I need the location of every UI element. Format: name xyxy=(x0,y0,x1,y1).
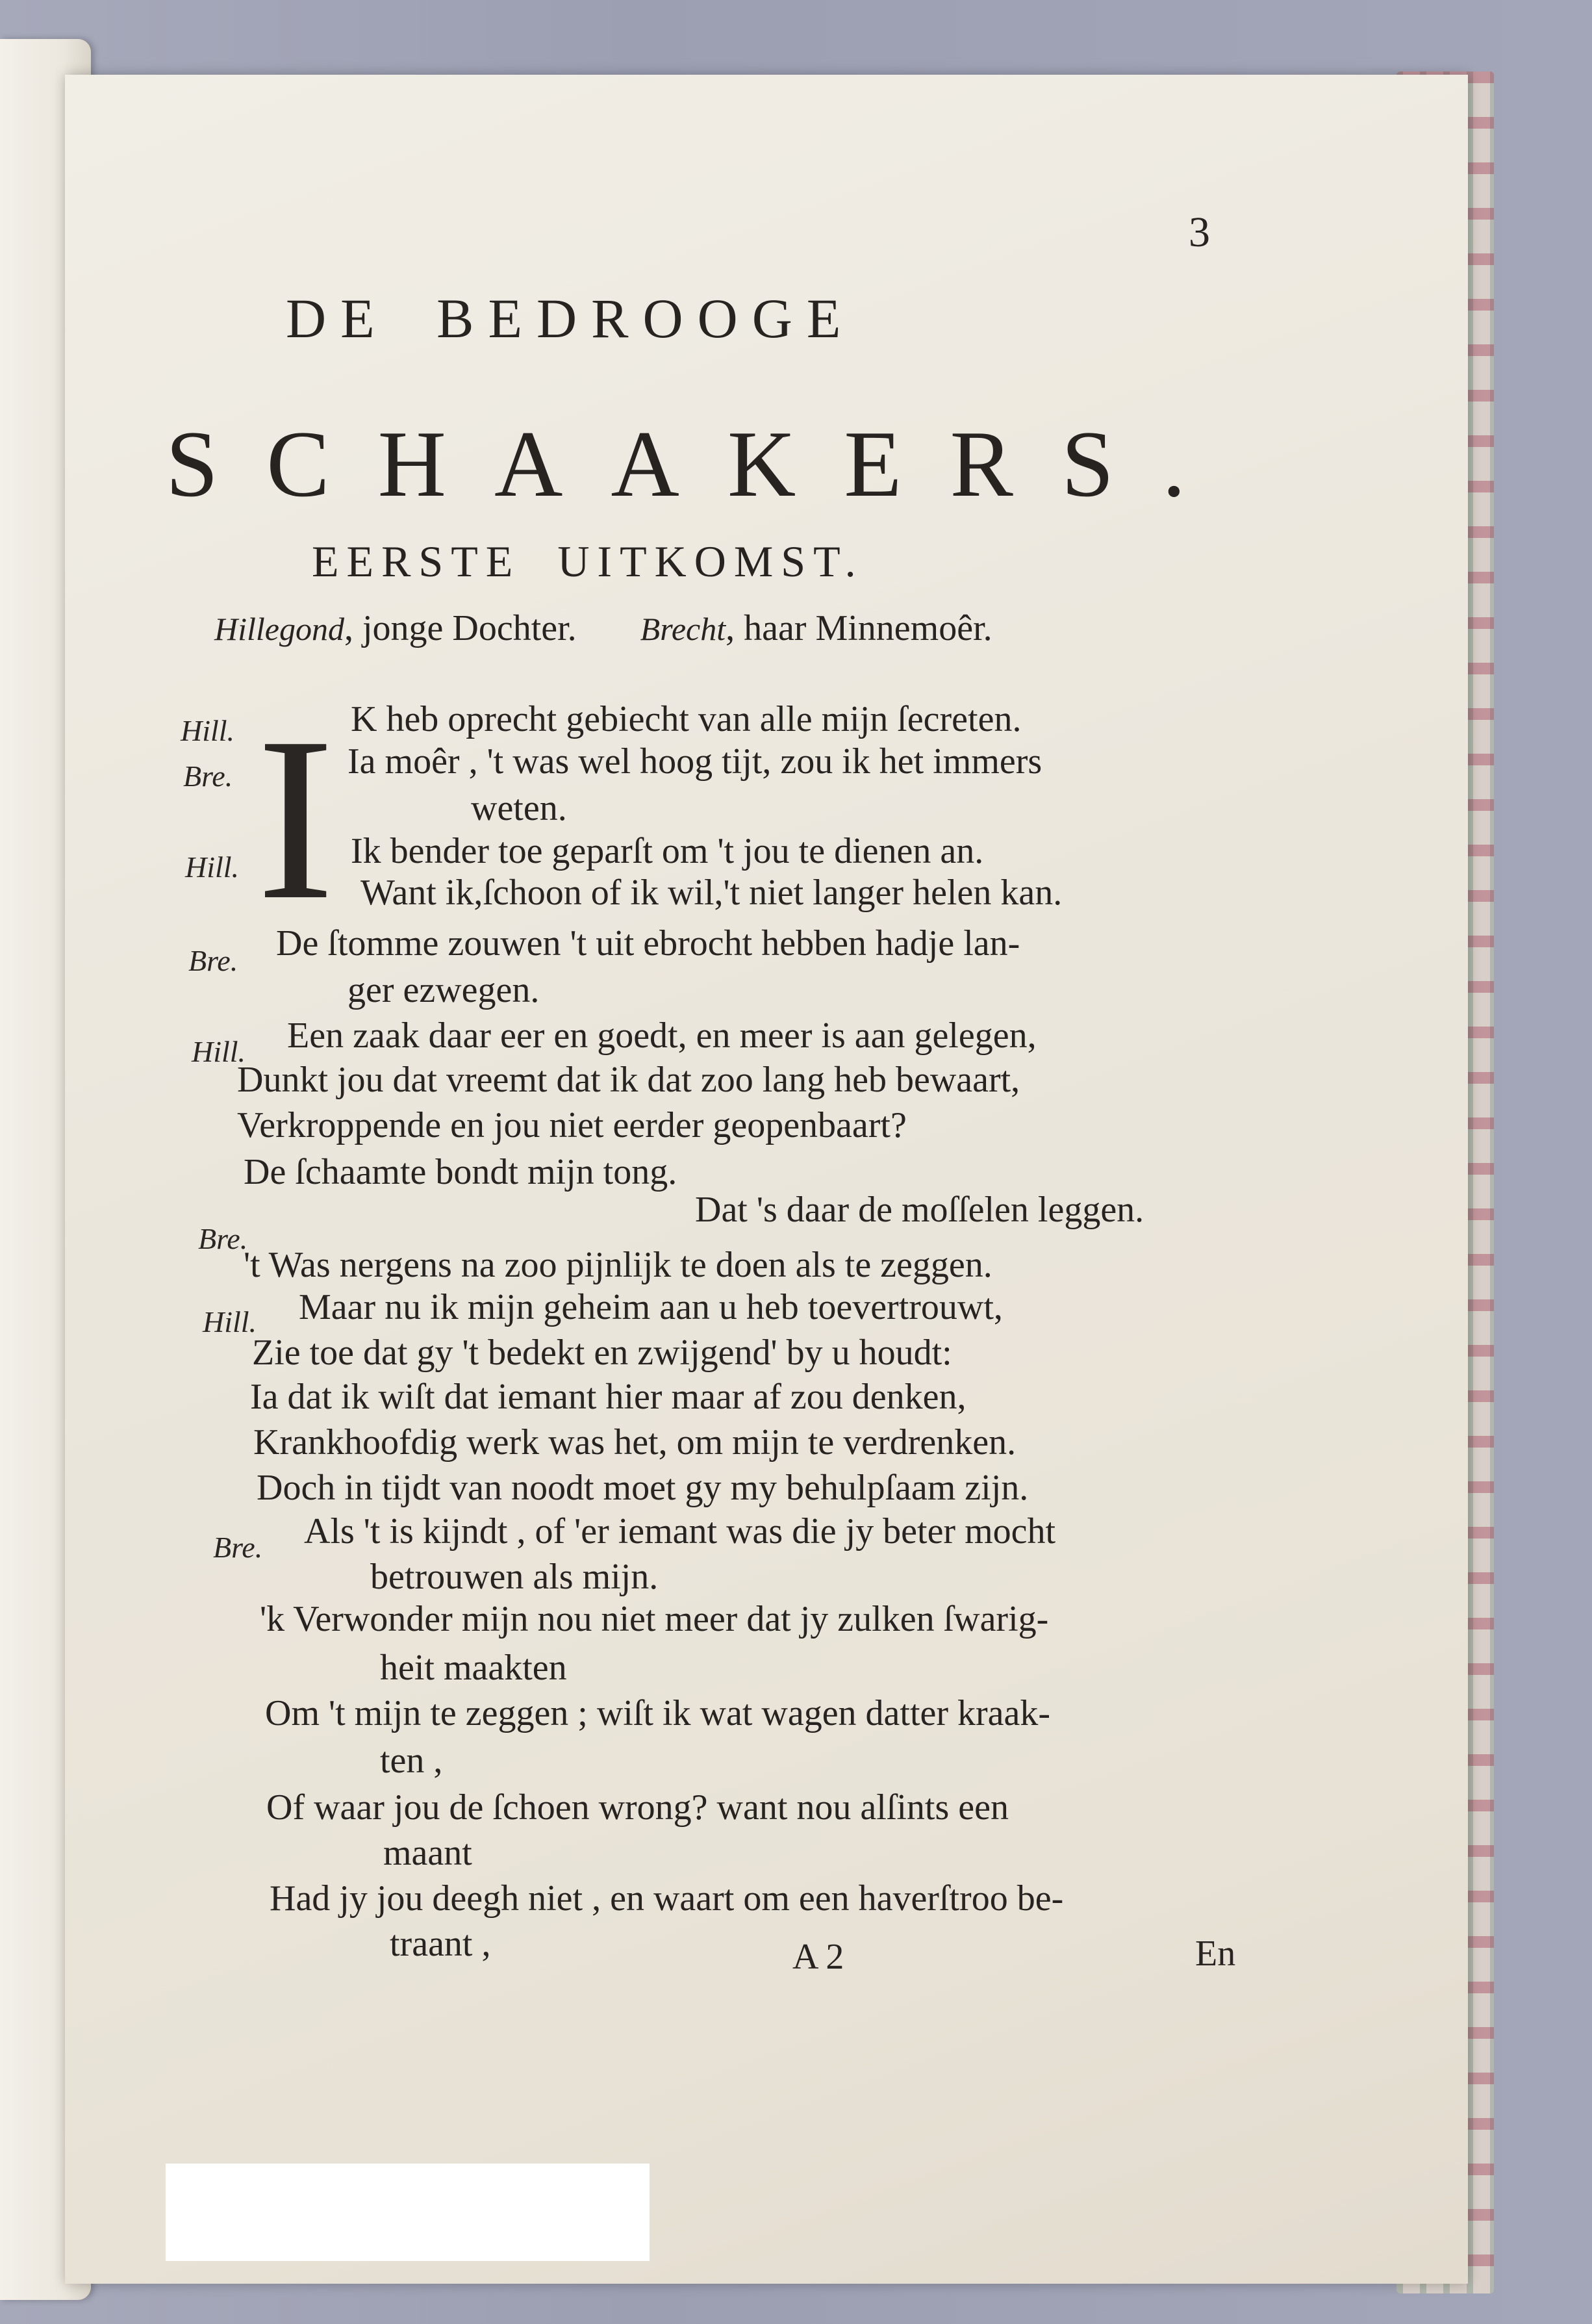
verse-line: 't Was nergens na zoo pijnlijk te doen als te zeggen. xyxy=(244,1245,992,1285)
speaker-label: Bre. xyxy=(198,1222,248,1255)
verse-line: Had jy jou deegh niet , en waart om een haverſtroo be- xyxy=(270,1878,1064,1919)
verse-line: Om 't mijn te zeggen ; wiſt ik wat wagen datter kraak- xyxy=(265,1693,1051,1733)
drop-initial: I xyxy=(257,689,335,948)
verse-line: betrouwen als mijn. xyxy=(370,1557,659,1597)
verse-line: Maar nu ik mijn geheim aan u heb toevertrouwt, xyxy=(299,1287,1003,1327)
verse-line: ger ezwegen. xyxy=(347,970,540,1010)
verse-line: Zie toe dat gy 't bedekt en zwijgend' by u houdt: xyxy=(252,1333,952,1373)
redaction-box xyxy=(166,2164,650,2261)
speaker-label: Hill. xyxy=(192,1035,246,1068)
verse-line: Verkroppende en jou niet eerder geopenbaart? xyxy=(237,1105,907,1145)
verse-line: Dat 's daar de moſſelen leggen. xyxy=(695,1190,1144,1230)
verse-line: ten , xyxy=(380,1741,443,1781)
verse-line: Ia moêr , 't was wel hoog tijt, zou ik het immers xyxy=(347,741,1042,782)
catchword: En xyxy=(1195,1934,1236,1974)
scene-heading: EERSTE UITKOMST. xyxy=(312,537,864,586)
speaker-label: Bre. xyxy=(188,944,238,977)
verse-line: Krankhoofdig werk was het, om mijn te verdrenken. xyxy=(253,1422,1017,1462)
cast-name-2: Brecht xyxy=(640,611,726,647)
speaker-label: Hill. xyxy=(181,714,235,747)
verse-line: De ſchaamte bondt mijn tong. xyxy=(244,1152,677,1192)
verse-line: Ia dat ik wiſt dat iemant hier maar af zou denken, xyxy=(250,1377,967,1417)
page-number: 3 xyxy=(1189,209,1210,256)
verse-line: weten. xyxy=(471,788,567,828)
verse-line: Dunkt jou dat vreemt dat ik dat zoo lang heb bewaart, xyxy=(237,1060,1020,1100)
verse-line: Ik bender toe geparſt om 't jou te dienen an. xyxy=(351,831,984,871)
verse-line: Als 't is kijndt , of 'er iemant was die jy beter mocht xyxy=(304,1511,1056,1551)
speaker-label: Bre. xyxy=(213,1531,263,1564)
verse-line: De ſtomme zouwen 't uit ebrocht hebben hadje lan- xyxy=(276,923,1020,964)
cast-name-1: Hillegond xyxy=(214,611,344,647)
verse-line: Een zaak daar eer en goedt, en meer is aan gelegen, xyxy=(287,1015,1037,1056)
title-line-1: DE BEDROOGE xyxy=(286,287,855,350)
cast-list xyxy=(214,607,992,649)
verse-line: heit maakten xyxy=(380,1648,567,1688)
speaker-label: Hill. xyxy=(185,850,240,884)
verse-line: Doch in tijdt van noodt moet gy my behulpſaam zijn. xyxy=(257,1468,1029,1508)
verse-line: Of waar jou de ſchoen wrong? want nou alſints een xyxy=(266,1787,1009,1828)
verse-line: K heb oprecht gebiecht van alle mijn ſecreten. xyxy=(351,699,1022,739)
verse-line: 'k Verwonder mijn nou niet meer dat jy zulken ſwarig- xyxy=(260,1599,1049,1639)
verse-line: traant , xyxy=(390,1924,491,1964)
verse-line: Want ik,ſchoon of ik wil,'t niet langer helen kan. xyxy=(360,873,1063,913)
cast-desc-1: , jonge Dochter. xyxy=(344,608,577,648)
speaker-label: Bre. xyxy=(183,760,233,793)
signature-mark: A 2 xyxy=(792,1937,844,1977)
title-line-2: SCHAAKERS. xyxy=(166,411,1234,517)
cast-desc-2: , haar Minnemoêr. xyxy=(726,608,992,648)
speaker-label: Hill. xyxy=(203,1305,257,1338)
verse-line: maant xyxy=(383,1833,472,1873)
